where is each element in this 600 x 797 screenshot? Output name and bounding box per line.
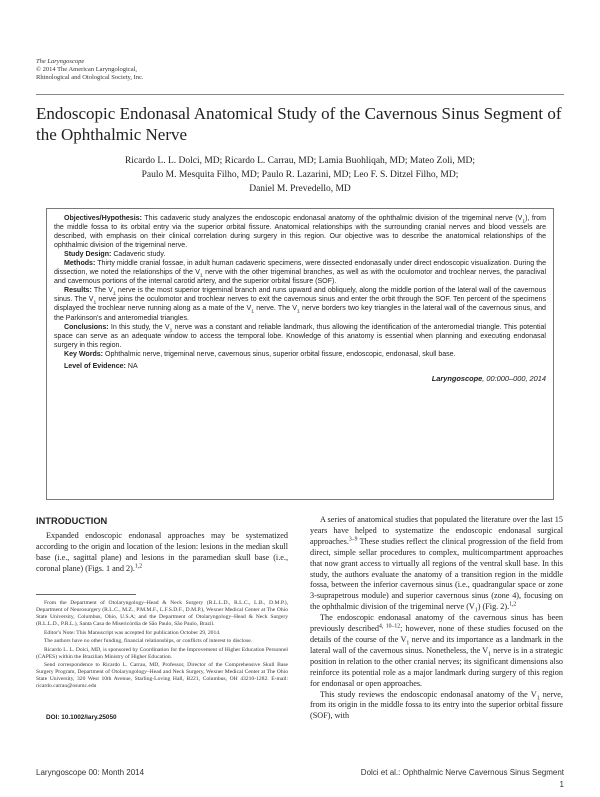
footnote-editor: Editor's Note: This Manuscript was accepted for publication October 29, 2014. [44,629,221,636]
copyright-line: © 2014 The American Laryngological, [36,66,138,73]
abstract-citation: Laryngoscope, 00:000–000, 2014 [431,373,546,383]
author-list [60,154,540,196]
body-paragraph: A series of anatomical studies that populated the literature over the last 15 years have helped to systematize the endoscopic endonasal surgical approaches.$^{3-9}$ These studies reflect the clinical progression of the field from direct, simple sellar procedures to complex, multicompartment approaches that now grant access to virtually all regions of the ventral skull base. In this study, the authors evaluate the anatomy of a transition region in the middle fossa, between the inferior cavernous sinus (i.e., quadrangular space or zone 3-suprapetrous module) and superior cavernous sinus (zone 4), focusing on the ophthalmic division of the trigeminal nerve $(V_1)$ (Fig. 2).$^{1,2}$ [310,515,563,614]
abstract-keywords: Key Words: Ophthalmic nerve, trigeminal nerve, cavernous sinus, superior orbital fissure, endoscopic, endonasal, skull base. [64,350,456,358]
article-title: Endoscopic Endonasal Anatomical Study of the Cavernous Sinus Segment of the Ophthalmic Nerve [36,104,562,144]
abstract-level: Level of Evidence: NA [64,362,138,370]
author-line: Ricardo L. L. Dolci, MD; Ricardo L. Carrau, MD; Lamia Buohliqah, MD; Mateo Zoli, MD; [124,156,476,166]
abstract-box [46,208,554,500]
left-column [36,512,288,575]
footnote-funding: Ricardo L. L. Dolci, MD, is sponsored by Coordination for the Improvement of Higher Education Personnel (CAPES) within the Brazilian Ministry of Higher Education. [36,646,288,660]
intro-heading: INTRODUCTION [36,516,108,526]
abstract-conclusions: Conclusions: In this study, the $V_1$ nerve was a constant and reliable landmark, thus allowing the identification of the anteromedial triangle. This potential space can serve as an adequate window to access the temporal lobe. Knowledge of this anatomy is essential when planning and executing endonasal surgery in this region. [54,323,546,349]
author-line: Paulo M. Mesquita Filho, MD; Paulo R. Lazarini, MD; Leo F. S. Ditzel Filho, MD; [141,170,459,180]
footnote-disclosure: The authors have no other funding, financial relationships, or conflicts of interest to disclose. [44,638,253,645]
abstract-methods: Methods: Thirty middle cranial fossae, in adult human cadaveric specimens, were dissected endonasally under direct endoscopic visualization. During the dissection, we noted the relationships of the $V_1$ nerve with the other trigeminal branches, as well as with the oculomotor and trochlear nerves, the paraclival and cavernous portions of the internal carotid artery, and the superior orbital fissure (SOF). [54,260,547,286]
footnote-affiliation: From the Department of Otolaryngology–Head & Neck Surgery (R.L.L.D., R.L.C., L.B., D.M.P.), Department of Neurosurgery (R.L.C., M.Z., P.M.M.F., L.F.S.D.F., D.M.P.), Wexner Medical Center at The Ohio State University, Columbus, Ohio, U.S.A; and the Department of Otolaryngology–Head & Neck Surgery (R.L.L.D., P.R.L.), Santa Casa de Misericórdia de São Paulo, São Paulo, Brazil. [36,600,288,627]
footnote-rule [36,594,136,595]
body-paragraph: The endoscopic endonasal anatomy of the cavernous sinus has been previously described$^{4, 10-12}$; however, none of these studies focused on the details of the course of the $V_1$ nerve and its importance as a landmark in the lateral wall of the cavernous sinus. Nonetheless, the $V_1$ nerve is in a strategic position in relation to the other cranial nerves; its significant dimensions also reinforce its potential role as a major landmark during surgery of this region for endonasal or open approaches. [310,613,564,688]
abstract-design: Study Design: Cadaveric study. [64,251,166,259]
footnotes [36,600,288,692]
abstract-results: Results: The $V_1$ nerve is the most superior trigeminal branch and runs upward and obliquely, along the middle portion of the lateral wall of the cavernous sinus. The $V_1$ nerve joins the oculomotor and trochlear nerves to exit the cavernous sinus and enter the orbit through the SOF. Ten percent of the specimens displayed the trochlear nerve running along as a mate of the $V_1$ nerve. The $V_1$ nerve borders two key triangles in the lateral wall of the cavernous sinus, and the Parkinson's and anteromedial triangles. [54,287,546,322]
title-rule [36,94,564,95]
journal-name: The Laryngoscope [36,58,85,65]
body-paragraph: This study reviews the endoscopic endonasal anatomy of the $V_1$ nerve, from its origin in the middle fossa to its entry into the superior orbital fissure (SOF), with [310,689,563,721]
doi: DOI: 10.1002/lary.25050 [46,714,117,721]
intro-paragraph: Expanded endoscopic endonasal approaches may be systematized according to the origin and location of the lesion: lesions in the median skull base (i.e., sagittal plane) and lesions in the paramedian skull base (i.e., coronal plane) (Figs. 1 and 2).$^{1,2}$ [36,530,288,573]
journal-header [36,58,336,82]
footnote-correspondence: Send correspondence to Ricardo L. Carrau, MD, Professor, Director of the Comprehensive Skull Base Surgery Program, Department of Otolaryngology–Head and Neck Surgery, Wexner Medical Center at The Ohio State University, 320 West 10th Avenue, Starling-Loving Hall, B221, Columbus, OH 43210-1282. E-mail: ricardo.carrau@osumc.edu [36,662,288,690]
right-column [310,515,563,722]
page-number: 1 [559,780,564,789]
abstract-objectives: Objectives/Hypothesis: This cadaveric study analyzes the endoscopic endonasal anatomy of the ophthalmic division of the trigeminal nerve $(V_1)$, from the middle fossa to its orbital entry via the superior orbital fissure. Anatomical relationships with the surrounding cranial nerves and blood vessels are described, with emphasis on their clinical correlation during surgery in this region. Our objective was to describe the anatomical relationships of the ophthalmic division of the trigeminal nerve. [54,215,547,250]
footer-journal: Laryngoscope 00: Month 2014 [36,768,145,777]
copyright-line: Rhinological and Otological Society, Inc. [36,74,144,81]
footer-running-title: Dolci et al.: Ophthalmic Nerve Cavernous Sinus Segment [360,768,564,777]
author-line: Daniel M. Prevedello, MD [249,184,351,194]
